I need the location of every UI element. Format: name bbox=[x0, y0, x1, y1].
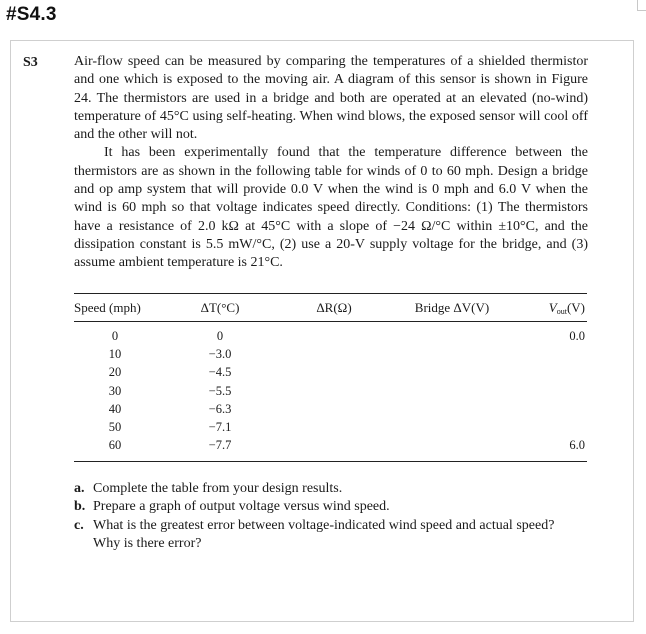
header-bridge-label: Bridge ΔV bbox=[414, 300, 472, 315]
cell-speed: 0 bbox=[111, 329, 119, 343]
table-header-row bbox=[74, 294, 587, 322]
paragraph-2: It has been experimentally found that the temperature difference between the thermistors are as shown in the following table for winds of 0 to 60 mph. Design a bridge and op amp system that will provide 0.0 V when the wind is 0 mph and 6.0 V when the wind is 60 mph so that voltage indicates speed directly. Conditions: (1) The thermistors have a resistance of 2.0 kΩ at 45°C with a slope of −24 Ω/°C within ±10°C, and the dissipation constant is 5.5 mW/°C, (2) use a 20-V supply voltage for the bridge, and (3) assume ambient temperature is 21°C. bbox=[74, 145, 588, 271]
data-table bbox=[74, 293, 587, 462]
cell-delta-t: 0 bbox=[216, 329, 224, 343]
question-list bbox=[74, 480, 574, 553]
corner-mark bbox=[637, 0, 646, 11]
problem-label: S3 bbox=[23, 55, 38, 70]
header-delta-r: ΔR(Ω) bbox=[316, 300, 352, 315]
cell-delta-t: −7.1 bbox=[208, 420, 232, 434]
page-heading: #S4.3 bbox=[6, 4, 57, 25]
question-c-label: c. bbox=[74, 517, 84, 533]
cell-speed: 20 bbox=[108, 365, 122, 380]
cell-speed: 50 bbox=[108, 420, 122, 434]
cell-vout: 0.0 bbox=[569, 329, 585, 343]
cell-vout: 6.0 bbox=[569, 438, 585, 453]
question-c-text: What is the greatest error between voltage-indicated wind speed and actual speed? Why is there error? bbox=[93, 517, 555, 551]
header-bridge-dv bbox=[388, 300, 516, 316]
paragraph-1: Air-flow speed can be measured by comparing the temperatures of a shielded thermistor and one which is exposed to the moving air. A diagram of this sensor is shown in Figure 24. The thermistors are used in a bridge and both are operated at an elevated (no-wind) temperature of 45°C using self-heating. When wind blows, the exposed sensor will cool off and the other will not. bbox=[74, 54, 588, 143]
question-b-label: b. bbox=[74, 499, 86, 515]
header-delta-t: ΔT(°C) bbox=[200, 300, 240, 315]
header-vout-unit: (V) bbox=[566, 300, 585, 315]
header-vout-symbol: V bbox=[548, 300, 557, 315]
cell-delta-t: −4.5 bbox=[208, 365, 232, 380]
cell-speed: 60 bbox=[108, 438, 122, 453]
cell-delta-t: −6.3 bbox=[208, 401, 232, 416]
header-vout-sub: out bbox=[556, 307, 567, 316]
question-a-text: Complete the table from your design results. bbox=[93, 481, 343, 496]
question-b bbox=[74, 498, 574, 516]
cell-speed: 40 bbox=[108, 401, 122, 416]
header-speed: Speed (mph) bbox=[74, 300, 141, 315]
question-c bbox=[74, 517, 574, 554]
cell-delta-t: −5.5 bbox=[208, 383, 232, 398]
cell-delta-t: −7.7 bbox=[208, 438, 232, 453]
cell-speed: 30 bbox=[108, 383, 122, 398]
question-b-text: Prepare a graph of output voltage versus wind speed. bbox=[93, 499, 390, 515]
question-a bbox=[74, 480, 574, 498]
question-a-label: a. bbox=[74, 481, 85, 496]
header-vout bbox=[518, 300, 587, 316]
problem-statement bbox=[74, 53, 588, 273]
cell-delta-t: −3.0 bbox=[208, 347, 232, 362]
cell-speed: 10 bbox=[108, 347, 122, 362]
header-bridge-unit: (V) bbox=[471, 300, 490, 315]
